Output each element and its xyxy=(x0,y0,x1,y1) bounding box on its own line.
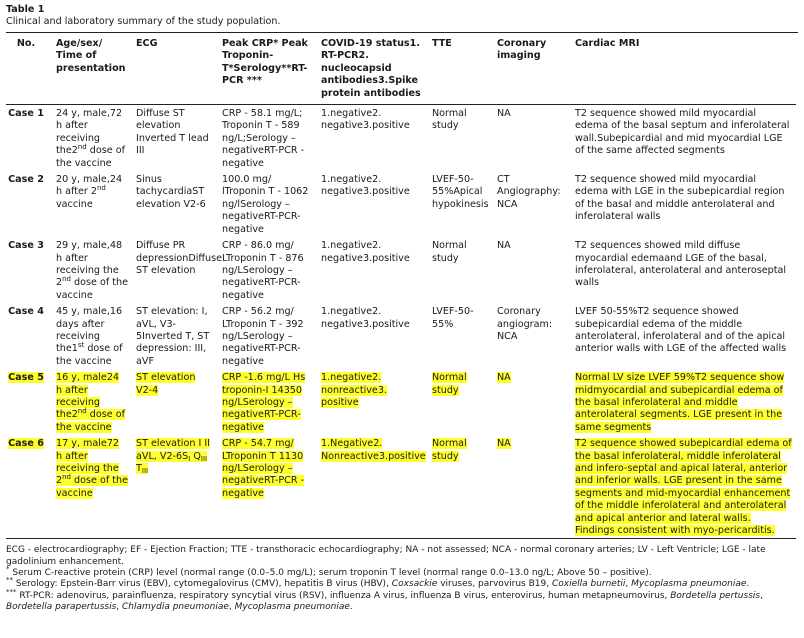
case-label: Case 4 xyxy=(8,306,44,318)
tte-cell: Normal study xyxy=(432,240,467,264)
tte-cell: Normal study xyxy=(432,108,467,132)
table-title: Table 1 xyxy=(6,4,45,15)
crp-cell: CRP - 58.1 mg/L; Troponin T - 589 ng/L;Serology – negativeRT-PCR - negative xyxy=(222,108,305,169)
mri-cell: T2 sequence showed mild myocardial edema of the basal septum and inferolateral wall.Subepicardial and mid myocardial LGE of the same affected segments xyxy=(575,108,790,157)
table-row xyxy=(6,237,796,303)
age-cell: 45 y, male,16 days after receiving the1st dose of the vaccine xyxy=(56,306,123,367)
case-label: Case 1 xyxy=(8,108,44,120)
crp-cell: 100.0 mg/ lTroponin T - 1062 ng/lSerology – negativeRT-PCR-negative xyxy=(222,174,309,235)
study-population-table xyxy=(6,33,796,539)
coronary-cell: NA xyxy=(497,240,511,252)
ecg-cell: Diffuse PR depressionDiffuse ST elevation xyxy=(136,240,222,276)
tte-cell: Normal study xyxy=(432,372,467,396)
table-row xyxy=(6,171,796,237)
ecg-cell: ST elevation I II aVL, $V2-6S_I$ $Q_{III}$ $T_{III}$ xyxy=(136,438,210,475)
ecg-cell: ST elevation: I, aVL, V3-5Inverted T, ST depression: III, aVF xyxy=(136,306,210,367)
mri-cell: T2 sequence showed mild myocardial edema with LGE in the subepicardial region of the basal and middle anterolateral and inferolateral walls xyxy=(575,174,785,223)
header-tte: TTE xyxy=(432,38,452,49)
header-no: No. xyxy=(16,38,36,49)
tte-cell: LVEF-50-55% xyxy=(432,306,474,330)
mri-cell: T2 sequences showed mild diffuse myocardial edemaand LGE of the basal, inferolateral, anterolateral and anteroseptal walls xyxy=(575,240,787,289)
table-caption: Clinical and laboratory summary of the study population. xyxy=(6,16,281,27)
table-row xyxy=(6,369,796,435)
mri-cell: Normal LV size LVEF 59%T2 sequence show midmyocardial and subepicardial edema of the basal inferolateral and middle anterolateral segments. LGE present in the same segments xyxy=(575,372,785,433)
covid-cell: 1.negative2. negative3.positive xyxy=(321,306,410,330)
header-ecg: ECG xyxy=(136,38,158,49)
coronary-cell: NA xyxy=(497,438,511,450)
coronary-cell: NA xyxy=(497,108,511,120)
table-row xyxy=(6,303,796,369)
table-header-row xyxy=(6,33,796,105)
tte-cell: Normal study xyxy=(432,438,467,462)
coronary-cell: NA xyxy=(497,372,511,384)
covid-cell: 1.negative2. negative3.positive xyxy=(321,240,410,264)
covid-cell: 1.Negative2. Nonreactive3.positive xyxy=(321,438,426,462)
age-cell: 16 y, male24 h after receiving the2nd dose of the vaccine xyxy=(56,372,125,433)
age-cell: 24 y, male,72 h after receiving the2nd dose of the vaccine xyxy=(56,108,125,169)
crp-cell: CRP - 54.7 mg/ LTroponin T 1130 ng/LSerology – negativeRT-PCR - negative xyxy=(222,438,305,499)
header-age: Age/sex/ Time of presentation xyxy=(56,38,126,74)
mri-cell: T2 sequence showed subepicardial edema of the basal inferolateral, middle inferolateral and infero-septal and apical lateral, anterior and inferior walls. LGE present in the same segments and mid-myocardial enhancement of the middle inferolateral and anterolateral and apical anterior and lateral walls. Findings consistent with myo-pericarditis. xyxy=(575,438,792,537)
tte-cell: LVEF-50-55%Apical hypokinesis xyxy=(432,174,489,210)
covid-cell: 1.negative2. negative3.positive xyxy=(321,174,410,198)
crp-cell: CRP - 86.0 mg/ LTroponin T - 876 ng/LSerology – negativeRT-PCR-negative xyxy=(222,240,304,301)
header-mri: Cardiac MRI xyxy=(575,38,640,49)
header-covid: COVID-19 status1. RT-PCR2. nucleocapsid antibodies3.Spike protein antibodies xyxy=(321,38,421,99)
coronary-cell: Coronary angiogram: NCA xyxy=(497,306,553,342)
case-label: Case 2 xyxy=(8,174,44,186)
ecg-cell: Sinus tachycardiaST elevation V2-6 xyxy=(136,174,206,210)
coronary-cell: CT Angiography: NCA xyxy=(497,174,561,210)
footnote-crp: * Serum C-reactive protein (CRP) level (normal range (0.0–5.0 mg/L); serum troponin T level (normal range 0.0–13.0 ng/L; Above 50 – positive). xyxy=(6,565,652,579)
case-label: Case 5 xyxy=(8,372,44,384)
header-coronary: Coronary imaging xyxy=(497,38,547,62)
crp-cell: CRP -1.6 mg/L Hs troponin-I 14350 ng/LSerology – negativeRT-PCR-negative xyxy=(222,372,306,433)
mri-cell: LVEF 50-55%T2 sequence showed subepicardial edema of the middle anterolateral, inferolateral and of the apical anterior walls with LGE of the affected walls xyxy=(575,306,787,355)
table-row xyxy=(6,435,796,539)
age-cell: 17 y, male72 h after receiving the 2nd dose of the vaccine xyxy=(56,438,129,499)
case-label: Case 6 xyxy=(8,438,44,450)
crp-cell: CRP - 56.2 mg/ LTroponin T - 392 ng/LSerology – negativeRT-PCR-negative xyxy=(222,306,304,367)
table-footnotes xyxy=(6,545,798,613)
case-label: Case 3 xyxy=(8,240,44,252)
covid-cell: 1.negative2. negative3.positive xyxy=(321,108,410,132)
header-crp: Peak CRP* Peak Troponin-T*Serology**RT-PCR *** xyxy=(222,38,308,87)
footnote-serology: ** Serology: Epstein-Barr virus (EBV), cytomegalovirus (CMV), hepatitis B virus (HBV), Coxsackie viruses, parvovirus B19, Coxiella burnetii, Mycoplasma pneumoniae. xyxy=(6,576,750,590)
ecg-cell: Diffuse ST elevation Inverted T lead III xyxy=(136,108,209,157)
ecg-cell: ST elevation V2-4 xyxy=(136,372,196,396)
footnote-rt-pcr: *** RT-PCR: adenovirus, parainfluenza, respiratory syncytial virus (RSV), influenza A virus, influenza B virus, enterovirus, human metapneumovirus, Bordetella pertussis, Bordetella parapertussis, Chlamydia pneumoniae, Mycoplasma pneumoniae. xyxy=(6,587,763,612)
footnote-abbreviations: ECG - electrocardiography; EF - Ejection Fraction; TTE - transthoracic echocardiography; NA - not assessed; NCA - normal coronary arteries; LV - Left Ventricle; LGE - late gadolinium enhancement. xyxy=(6,545,766,567)
age-cell: 20 y, male,24 h after 2nd vaccine xyxy=(56,174,123,210)
age-cell: 29 y, male,48 h after receiving the 2nd dose of the vaccine xyxy=(56,240,129,301)
covid-cell: 1.negative2. nonreactive3. positive xyxy=(321,372,387,408)
table-row xyxy=(6,105,796,172)
